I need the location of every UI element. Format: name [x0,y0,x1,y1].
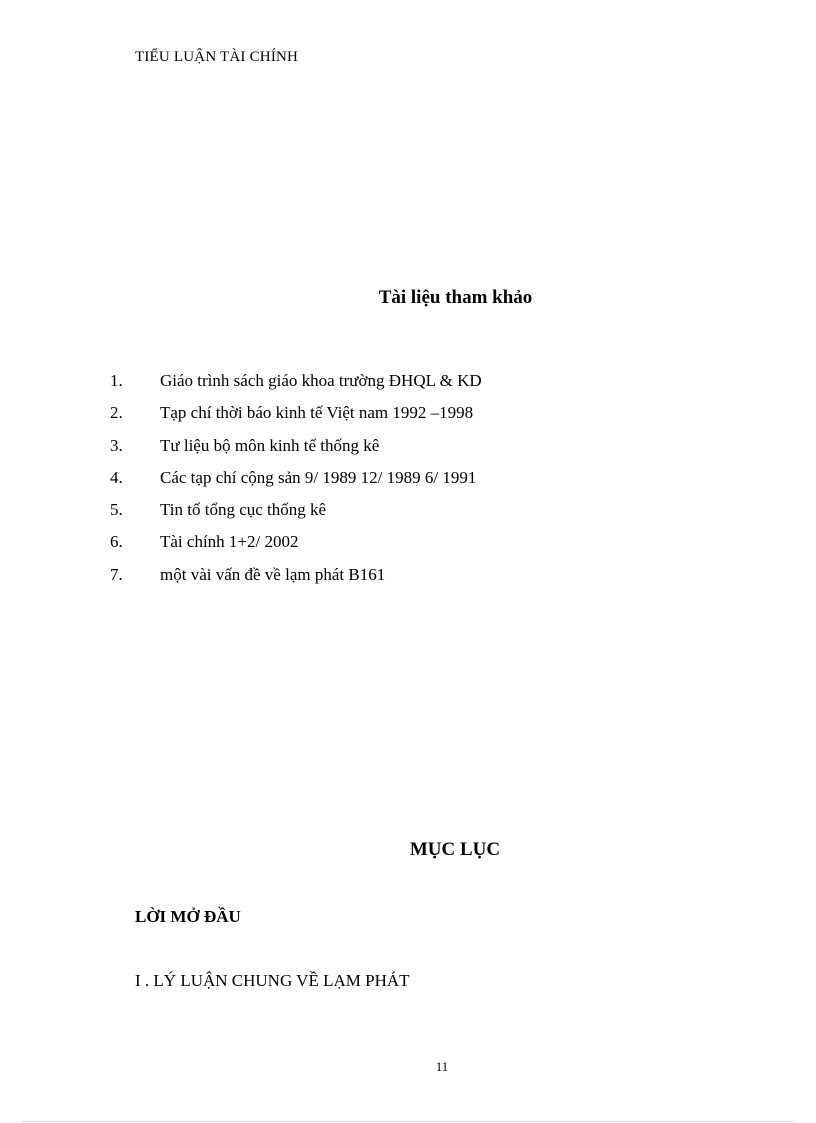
reference-item [110,564,482,596]
table-of-contents-title: MỤC LỤC [409,839,501,860]
page-bottom-edge [22,1121,794,1122]
reference-text: Tư liệu bộ môn kinh tế thống kê [160,435,380,455]
reference-item [110,370,482,402]
toc-entry-section-1: I . LÝ LUẬN CHUNG VỀ LẠM PHÁT [135,971,410,990]
toc-entry-introduction: LỜI MỞ ĐẦU [135,907,241,926]
reference-item [110,435,482,467]
page-number: 11 [435,1059,449,1074]
reference-item [110,531,482,563]
reference-number: 7. [110,564,123,584]
reference-text: Tài chính 1+2/ 2002 [160,532,299,552]
reference-text: Giáo trình sách giáo khoa trường ĐHQL & KD [160,371,482,390]
reference-number: 1. [110,371,123,390]
reference-text: Các tạp chí cộng sản 9/ 1989 12/ 1989 6/ 1991 [160,467,477,487]
reference-number: 4. [110,467,123,487]
reference-text: Tin tố tổng cục thống kê [160,500,327,520]
reference-text: một vài vấn đề về lạm phát B161 [160,564,386,584]
reference-number: 5. [110,500,123,520]
reference-item [110,499,482,531]
reference-text: Tạp chí thời báo kinh tế Việt nam 1992 –1998 [160,403,474,423]
running-header: TIỂU LUẬN TÀI CHÍNH [135,49,299,65]
reference-number: 6. [110,532,123,552]
reference-item [110,402,482,434]
reference-item [110,467,482,499]
references-title: Tài liệu tham khảo [378,287,533,308]
references-list [110,370,482,596]
reference-number: 3. [110,435,123,455]
reference-number: 2. [110,403,123,423]
